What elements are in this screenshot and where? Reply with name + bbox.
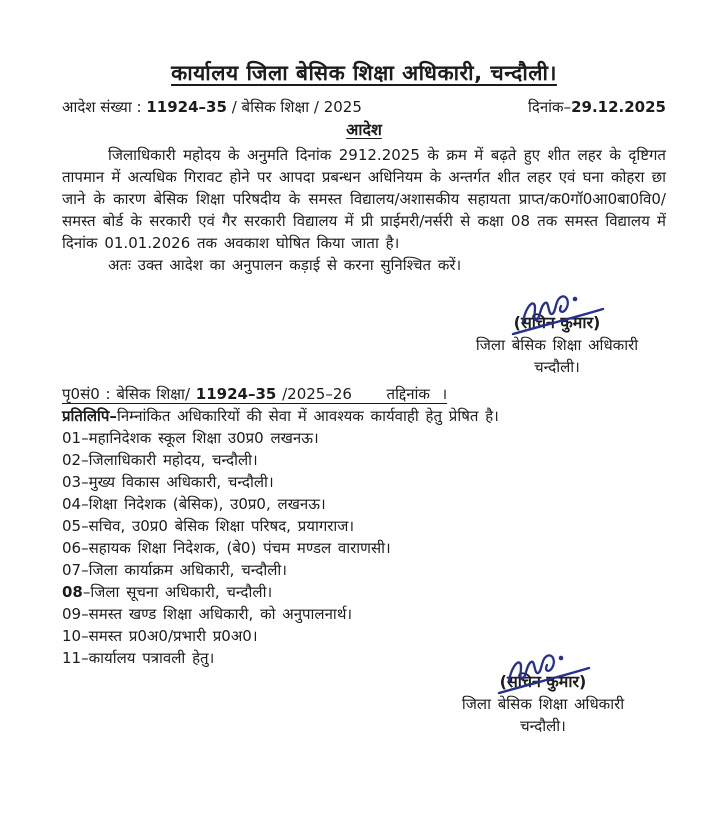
copy-item-text: –जिला सूचना अधिकारी, चन्दौली।: [82, 583, 273, 601]
copy-item-text: –महानिदेशक स्कूल शिक्षा उ0प्र0 लखनऊ।: [81, 429, 319, 447]
signatory-name: (सचिन कुमार): [499, 672, 587, 691]
copy-item-text: –जिलाधिकारी महोदय, चन्दौली।: [81, 451, 258, 469]
copy-item-text: –मुख्य विकास अधिकारी, चन्दौली।: [81, 473, 274, 491]
order-number: आदेश संख्या : 11924–35 / बेसिक शिक्षा / 2025: [62, 98, 362, 116]
copies-heading: प्रतिलिपि–निम्नांकित अधिकारियों की सेवा में आवश्यक कार्यवाही हेतु प्रेषित है।: [62, 407, 499, 425]
order-number-value: 11924–35: [146, 98, 227, 116]
copy-item-text: –कार्यालय पत्रावली हेतु।: [81, 649, 215, 667]
signatory-place: चन्दौली।: [534, 358, 580, 376]
copy-list-item: [62, 559, 666, 581]
signature-row-bottom: [62, 669, 666, 737]
office-title: कार्यालय जिला बेसिक शिक्षा अधिकारी, चन्दौली।: [171, 61, 557, 85]
copy-item-number: 03: [62, 473, 82, 491]
copy-item-number: 08: [62, 583, 83, 601]
copy-item-text: –समस्त खण्ड शिक्षा अधिकारी, को अनुपालनार्थ।: [81, 605, 353, 623]
signatory-place: चन्दौली।: [520, 717, 566, 735]
handwritten-signature-icon: [511, 290, 623, 336]
copies-heading-label: प्रतिलिपि–: [62, 407, 117, 425]
copy-item-text: –समस्त प्र0अ0/प्रभारी प्र0अ0।: [81, 627, 258, 645]
copy-list-item: [62, 581, 666, 603]
copy-list-item: [62, 449, 666, 471]
handwritten-signature-icon: [497, 649, 609, 695]
copy-item-number: 02: [62, 451, 82, 469]
copy-item-number: 01: [62, 429, 82, 447]
copy-item-number: 05: [62, 517, 82, 535]
copy-list-item: [62, 515, 666, 537]
order-meta-row: [62, 96, 666, 118]
reference-line: पृ0सं0 : बेसिक शिक्षा/ 11924–35 /2025–26 तद्दिनांक ।: [62, 385, 448, 403]
copy-item-number: 04: [62, 495, 82, 513]
copy-item-number: 11: [62, 649, 82, 667]
copy-item-text: –शिक्षा निदेशक (बेसिक), उ0प्र0, लखनऊ।: [81, 495, 326, 513]
order-heading: आदेश: [346, 120, 382, 139]
signatory-designation: जिला बेसिक शिक्षा अधिकारी: [475, 336, 639, 354]
copy-item-text: –सचिव, उ0प्र0 बेसिक शिक्षा परिषद, प्रयागराज।: [81, 517, 355, 535]
copy-list-item: [62, 427, 666, 449]
signature-block-bottom: [434, 649, 652, 737]
reference-number: 11924–35: [195, 385, 277, 403]
copy-distribution-list: [62, 427, 666, 669]
copy-item-number: 10: [62, 627, 82, 645]
compliance-line: अतः उक्त आदेश का अनुपालन कड़ाई से करना सुनिश्चित करें।: [108, 256, 462, 274]
signature-block-top: [448, 290, 666, 378]
order-paragraph: जिलाधिकारी महोदय के अनुमति दिनांक 2912.2025 के क्रम में बढ़ते हुए शीत लहर के दृष्टिगत तापमान में अत्यधिक गिरावट होने पर आपदा प्रबन्धन अधिनियम के अन्तर्गत शीत लहर एवं घना कोहरा छा जाने के कारण बेसिक शिक्षा परिषदीय के समस्त विद्यालय/अशासकीय सहायता प्राप्त/क0गॉ0आ0बा0वि0/समस्त बोर्ड के सरकारी एवं गैर सरकारी विद्यालय में प्री प्राईमरी/नर्सरी से कक्षा 08 तक समस्त विद्यालय में दिनांक 01.01.2026 तक अवकाश घोषित किया जाता है।: [62, 146, 666, 252]
copy-item-number: 07: [62, 561, 82, 579]
signatory-designation: जिला बेसिक शिक्षा अधिकारी: [461, 695, 625, 713]
order-date: दिनांक–29.12.2025: [528, 98, 666, 116]
copy-list-item: [62, 537, 666, 559]
copy-item-text: –सहायक शिक्षा निदेशक, (बे0) पंचम मण्डल वाराणसी।: [81, 539, 391, 557]
signatory-name: (सचिन कुमार): [513, 313, 601, 332]
copy-list-item: [62, 625, 666, 647]
copy-list-item: [62, 493, 666, 515]
signature-row-top: [62, 276, 666, 378]
copy-item-number: 06: [62, 539, 82, 557]
copy-list-item: [62, 471, 666, 493]
order-date-value: 29.12.2025: [571, 98, 666, 116]
copy-item-text: –जिला कार्याक्रम अधिकारी, चन्दौली।: [81, 561, 287, 579]
copy-item-number: 09: [62, 605, 82, 623]
copy-list-item: [62, 603, 666, 625]
